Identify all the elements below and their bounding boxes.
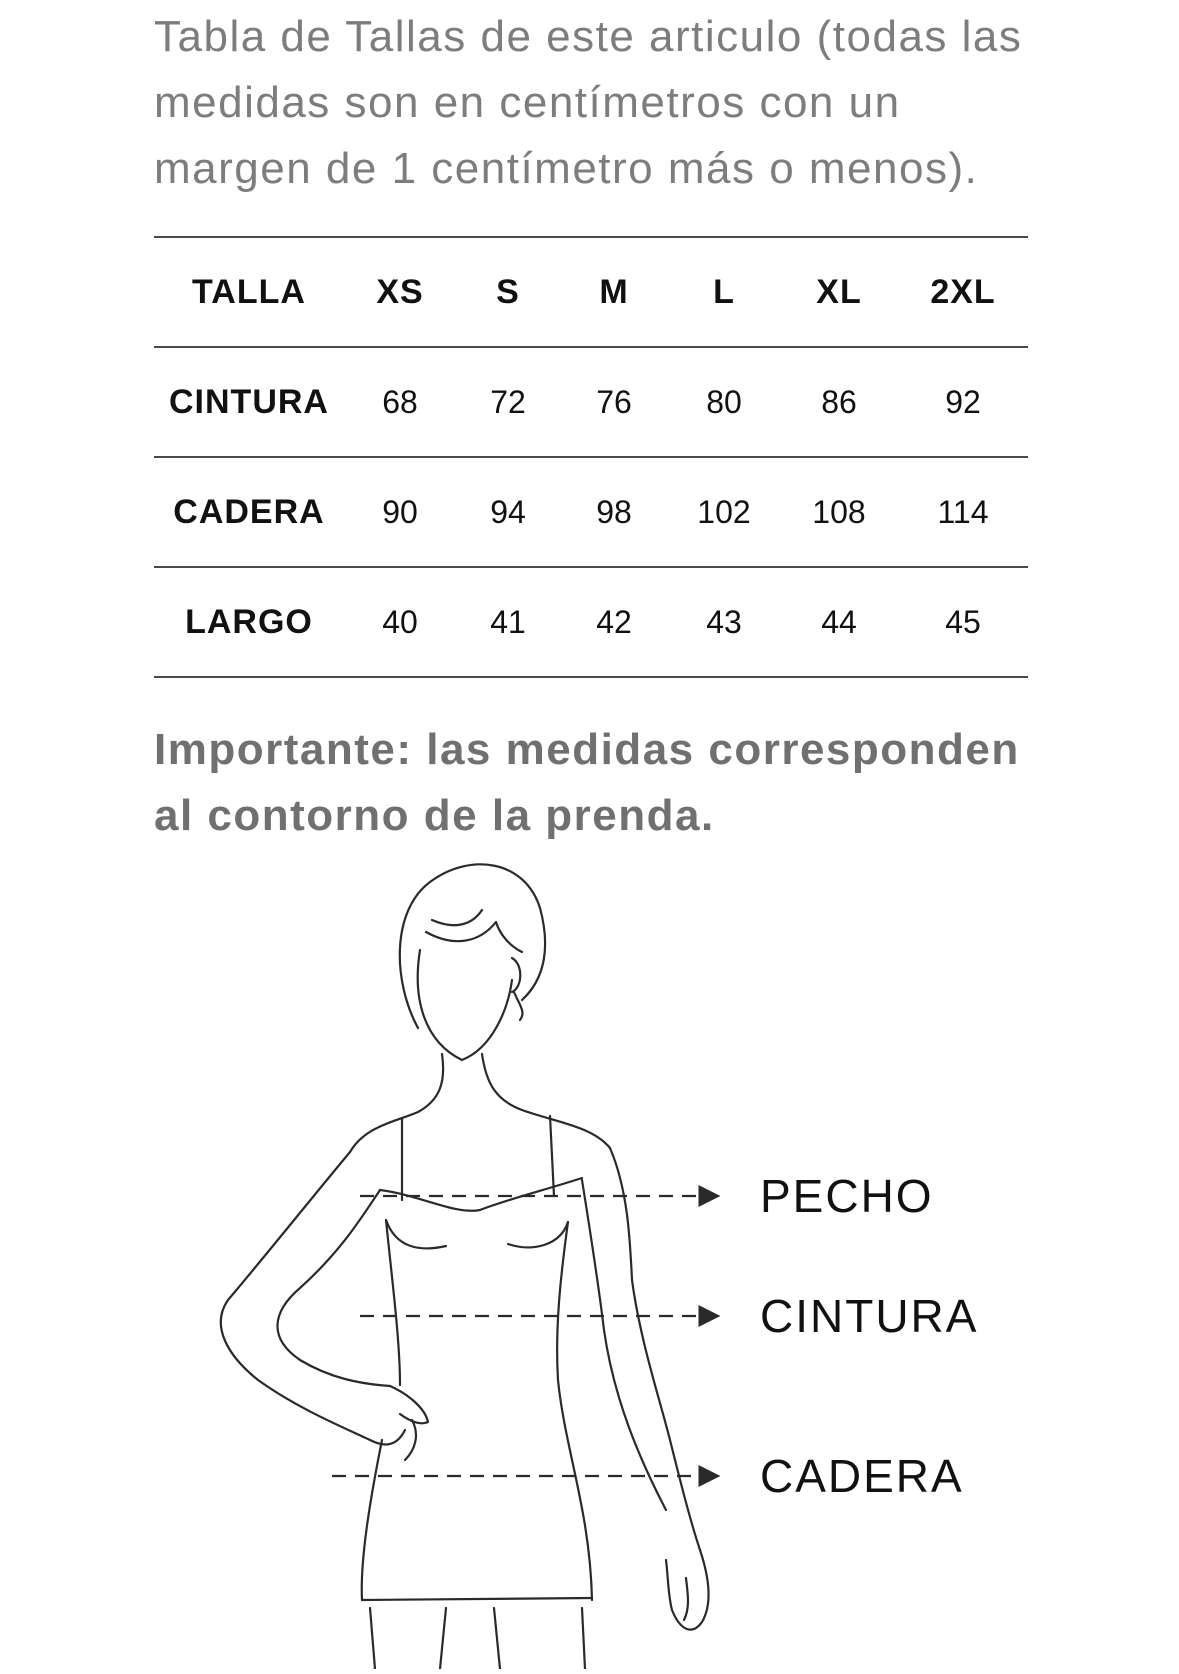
important-note (154, 717, 1054, 849)
row-label-cadera: CADERA (154, 457, 344, 567)
table-row (154, 457, 1028, 567)
table-cell: 98 (560, 457, 668, 567)
cup-right (508, 1222, 568, 1247)
header-cell-xs: XS (344, 237, 456, 347)
measurement-figure (0, 860, 1179, 1674)
note-line: al contorno de la prenda. (154, 791, 715, 840)
table-cell: 92 (898, 347, 1028, 457)
header-cell-talla: TALLA (154, 237, 344, 347)
right-hand (666, 1550, 709, 1630)
table-cell: 114 (898, 457, 1028, 567)
table-cell: 41 (456, 567, 560, 677)
torso-right (557, 1222, 592, 1600)
face-outline (418, 950, 512, 1060)
leg-right (494, 1608, 585, 1669)
neck-left (350, 1054, 443, 1152)
table-cell: 86 (780, 347, 898, 457)
cup-left (386, 1220, 446, 1248)
table-cell: 42 (560, 567, 668, 677)
header-cell-m: M (560, 237, 668, 347)
intro-line: medidas son en centímetros con un (154, 78, 901, 127)
note-line: Importante: las medidas corresponden (154, 725, 1020, 774)
header-cell-l: L (668, 237, 780, 347)
table-cell: 90 (344, 457, 456, 567)
left-hand (370, 1386, 428, 1460)
table-cell: 80 (668, 347, 780, 457)
earring-icon (512, 958, 522, 1020)
skirt-left (362, 1440, 382, 1600)
intro-text (154, 4, 1054, 202)
table-cell: 40 (344, 567, 456, 677)
table-cell: 43 (668, 567, 780, 677)
header-cell-xl: XL (780, 237, 898, 347)
figure-illustration (0, 860, 1179, 1669)
strap-right (550, 1116, 554, 1196)
header-cell-2xl: 2XL (898, 237, 1028, 347)
table-cell: 45 (898, 567, 1028, 677)
neck-right (482, 1054, 610, 1148)
table-cell: 76 (560, 347, 668, 457)
bangs-outline (426, 910, 522, 952)
table-cell: 72 (456, 347, 560, 457)
table-cell: 102 (668, 457, 780, 567)
bodice-top (380, 1178, 582, 1211)
dress-hem (362, 1598, 592, 1600)
table-cell: 108 (780, 457, 898, 567)
table-cell: 68 (344, 347, 456, 457)
header-cell-s: S (456, 237, 560, 347)
waist-label: CINTURA (760, 1290, 979, 1342)
table-cell: 44 (780, 567, 898, 677)
table-row (154, 347, 1028, 457)
table-row (154, 567, 1028, 677)
size-table (154, 236, 1028, 678)
leg-left (370, 1608, 446, 1669)
row-label-largo: LARGO (154, 567, 344, 677)
hip-label: CADERA (760, 1450, 964, 1502)
intro-line: Tabla de Tallas de este articulo (todas las (154, 12, 1023, 61)
table-header-row (154, 237, 1028, 347)
right-arm-inner (582, 1180, 666, 1510)
intro-line: margen de 1 centímetro más o menos). (154, 144, 979, 193)
bust-label: PECHO (760, 1170, 934, 1222)
hair-outline (400, 864, 545, 1028)
left-arm-outer (221, 1152, 370, 1440)
row-label-cintura: CINTURA (154, 347, 344, 457)
torso-left (386, 1220, 400, 1385)
table-cell: 94 (456, 457, 560, 567)
